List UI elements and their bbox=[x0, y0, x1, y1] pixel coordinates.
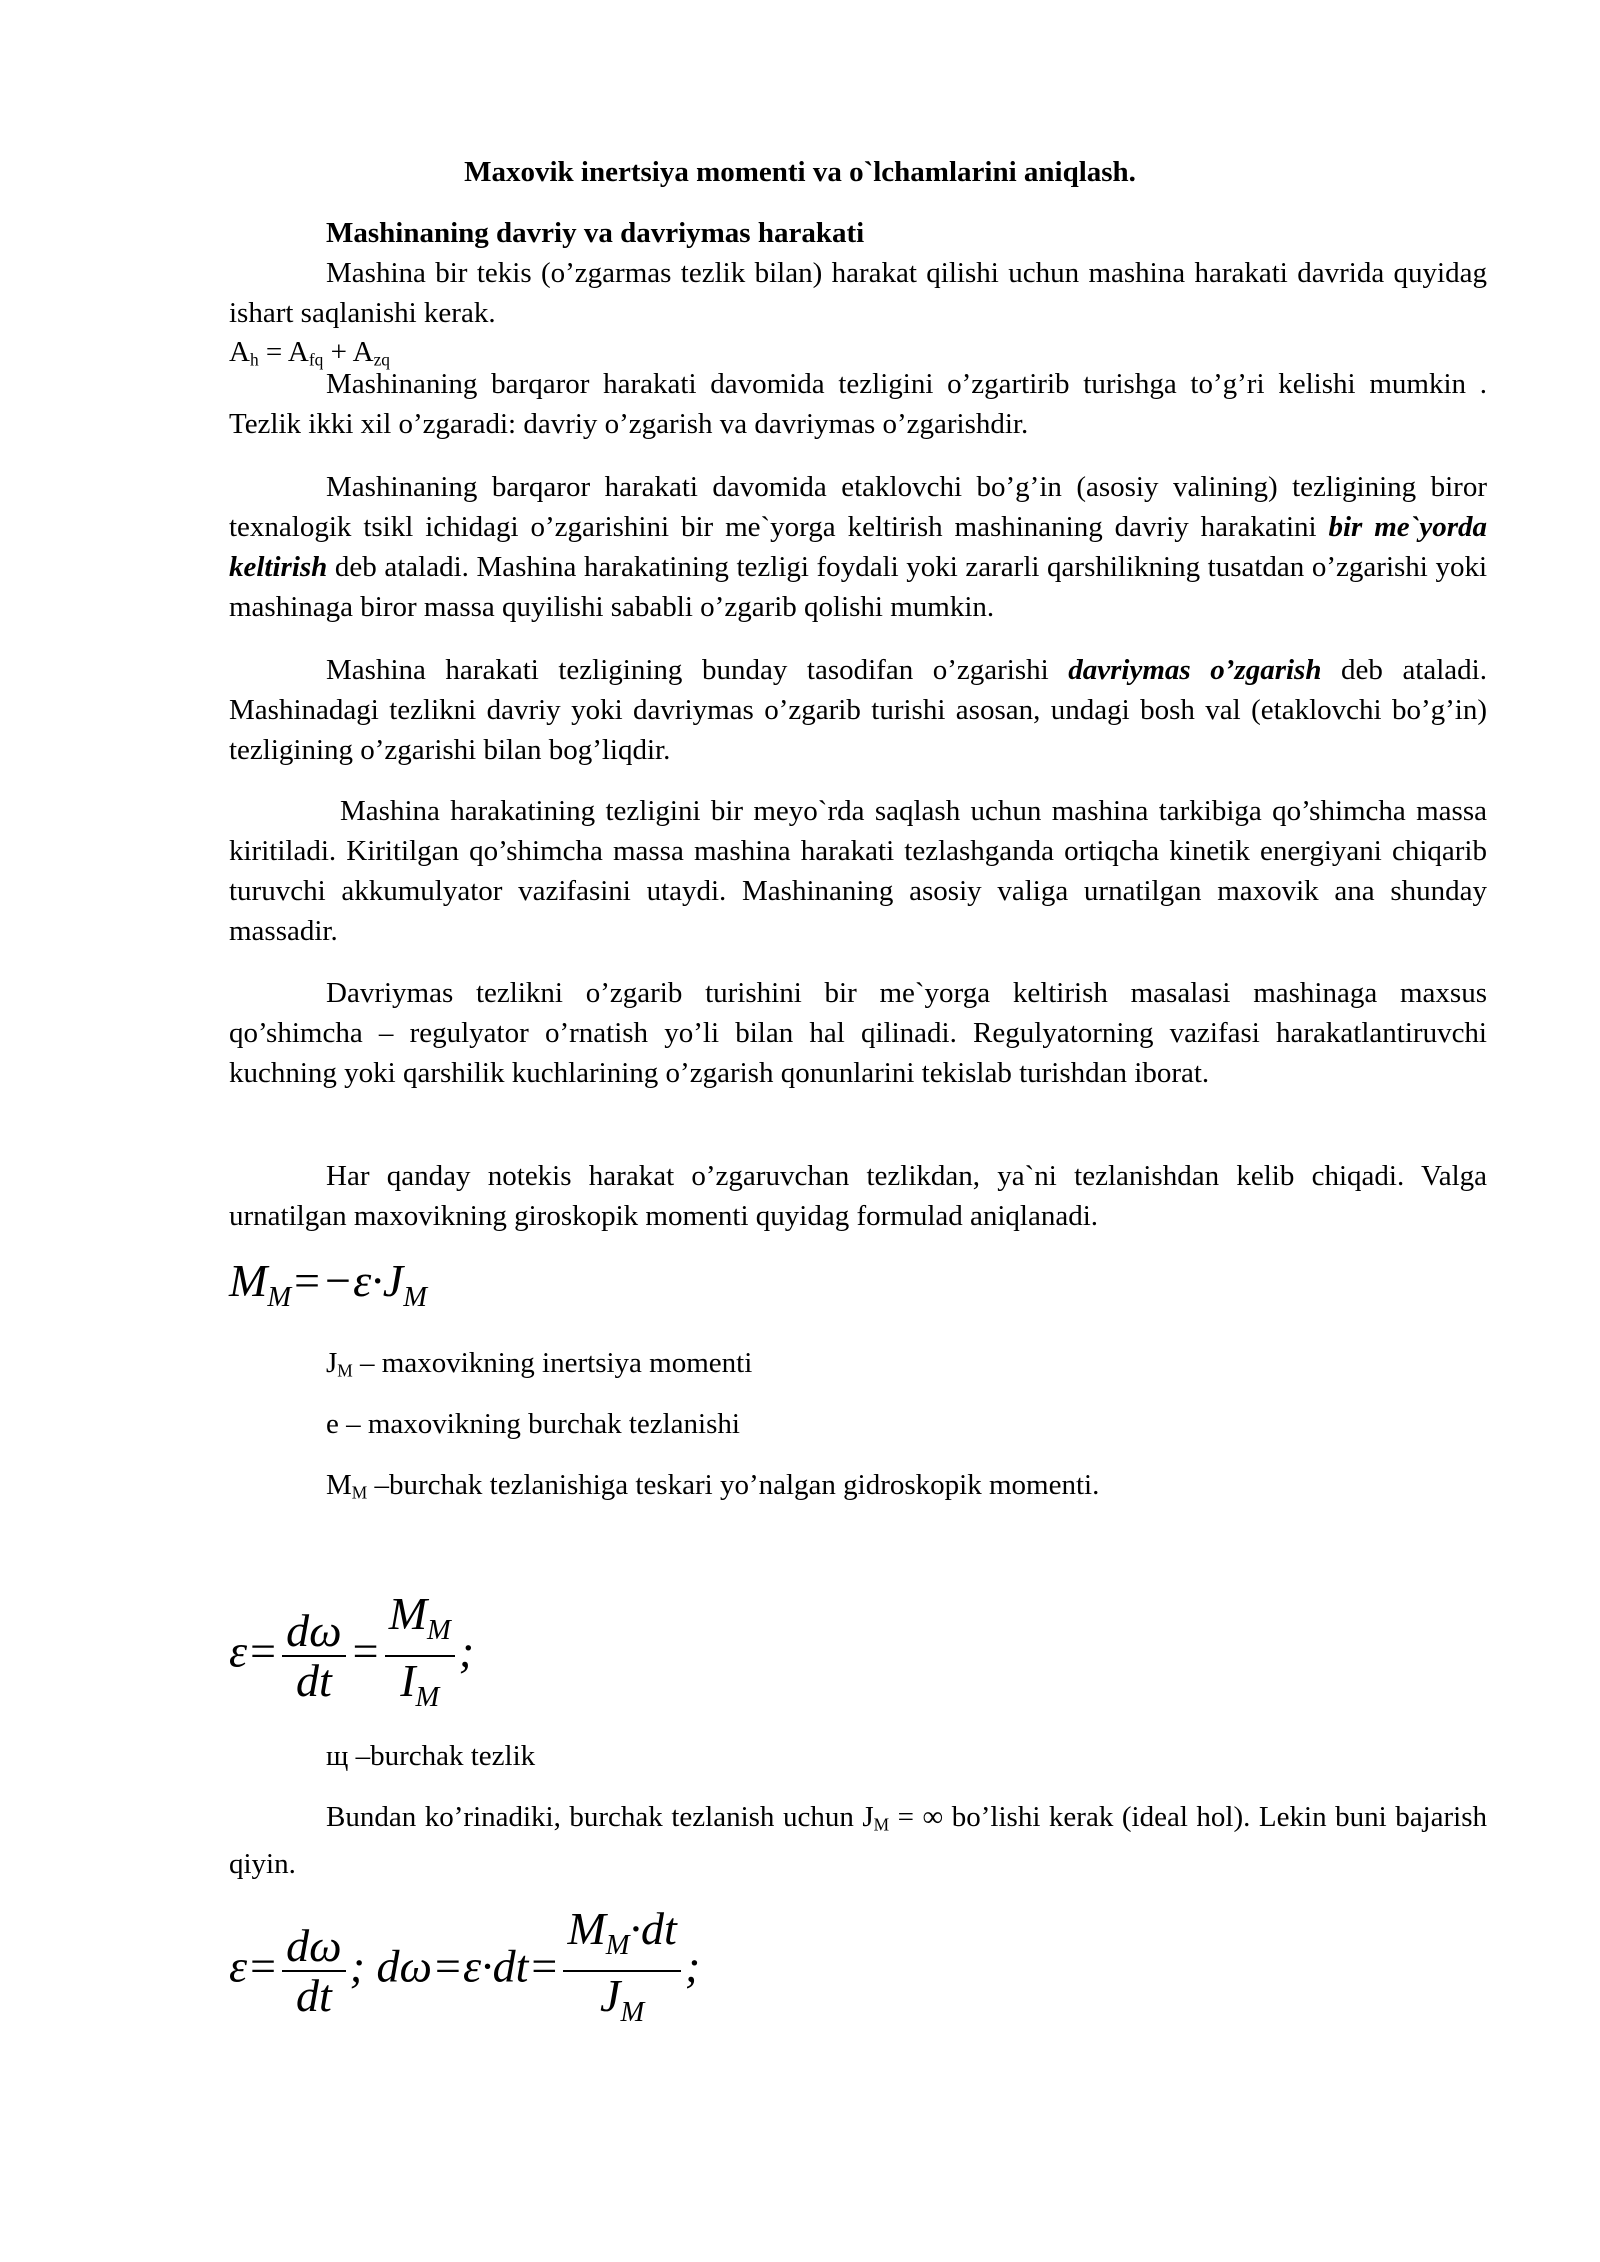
section-heading: Mashinaning davriy va davriymas harakati bbox=[326, 217, 865, 249]
formula-angular-acceleration: ε= $\frac{d\omega}{dt}$ = $\frac{M_M}{I_M}$ ; bbox=[229, 1590, 474, 1722]
definition-moment: MM –burchak tezlanishiga teskari yo’nalgan gidroskopik momenti. bbox=[326, 1469, 1100, 1503]
paragraph-6: Davriymas tezlikni o’zgarib turishini bir me`yorga keltirish masalasi mashinaga maxsus qo’shimcha – regulyator o’rnatish yo’li bilan hal qilinadi. Regulyatorning vazifasi harakatlantiruvchi kuchning yoki qarshilik kuchlarining o’zgarish qonunlarini tekislab turishdan iborat. bbox=[229, 977, 1487, 1089]
document-title: Maxovik inertsiya momenti va o`lchamlarini aniqlash. bbox=[464, 156, 1136, 188]
paragraph-1: Mashina bir tekis (o’zgarmas tezlik bilan) harakat qilishi uchun mashina harakati davrida quyidag ishart saqlanishi kerak. bbox=[229, 257, 1487, 329]
paragraph-7: Har qanday notekis harakat o’zgaruvchan tezlikdan, ya`ni tezlanishdan kelib chiqadi. Valga urnatilgan maxovikning giroskopik momenti quyidag formulad aniqlanadi. bbox=[229, 1160, 1487, 1232]
paragraph-3: Mashinaning barqaror harakati davomida etaklovchi bo’g’in (asosiy valining) tezligining biror texnalogik tsikl ichidagi o’zgarishini bir me`yorga keltirish mashinaning davriy harakatini bir me`yorda keltirish deb ataladi. Mashina harakatining tezligi foydali yoki zararli qarshilikning tusatdan o’zgarishi yoki mashinaga biror massa quyilishi sababli o’zgarib qolishi mumkin. bbox=[229, 471, 1487, 623]
formula-gyroscopic-moment: $M_M=-\varepsilon\cdot J_M$ bbox=[229, 1255, 427, 1313]
paragraph-5: Mashina harakatining tezligini bir meyo`rda saqlash uchun mashina tarkibiga qo’shimcha massa kiritiladi. Kiritilgan qo’shimcha massa mashina harakati tezlashganda ortiqcha kinetik energiyani chiqarib turuvchi akkumulyator vazifasini utaydi. Mashinaning asosiy valiga urnatilgan maxovik ana shunday massadir. bbox=[229, 795, 1487, 947]
definition-angular-velocity: щ –burchak tezlik bbox=[326, 1740, 536, 1772]
definition-inertia: JM – maxovikning inertsiya momenti bbox=[326, 1347, 753, 1381]
emphasis-term: bir me`yorda keltirish bbox=[229, 511, 1487, 583]
paragraph-4: Mashina harakati tezligining bunday tasodifan o’zgarishi davriymas o’zgarish deb ataladi. Mashinadagi tezlikni davriy yoki davriymas o’zgarib turishi asosan, undagi bosh val (etaklovchi bo’g’in) tezligining o’zgarishi bilan bog’liqdir. bbox=[229, 654, 1487, 766]
emphasis-term: davriymas o’zgarish bbox=[1068, 654, 1322, 686]
formula-angular-velocity-differential: ε= $\frac{d\omega}{dt}$ ; dω=ε·dt= $\frac{M_M\cdot dt}{J_M}$ ; bbox=[229, 1905, 700, 2037]
paragraph-8: Bundan ko’rinadiki, burchak tezlanish uchun JM = ∞ bo’lishi kerak (ideal hol). Lekin buni bajarish qiyin. bbox=[229, 1801, 1487, 1881]
equation-work-balance: Ah = Afq + Azq bbox=[229, 336, 390, 370]
definition-angular-acceleration: e – maxovikning burchak tezlanishi bbox=[326, 1408, 740, 1440]
paragraph-2: Mashinaning barqaror harakati davomida tezligini o’zgartirib turishga to’g’ri kelishi mumkin . Tezlik ikki xil o’zgaradi: davriy o’zgarish va davriymas o’zgarishdir. bbox=[229, 368, 1487, 440]
